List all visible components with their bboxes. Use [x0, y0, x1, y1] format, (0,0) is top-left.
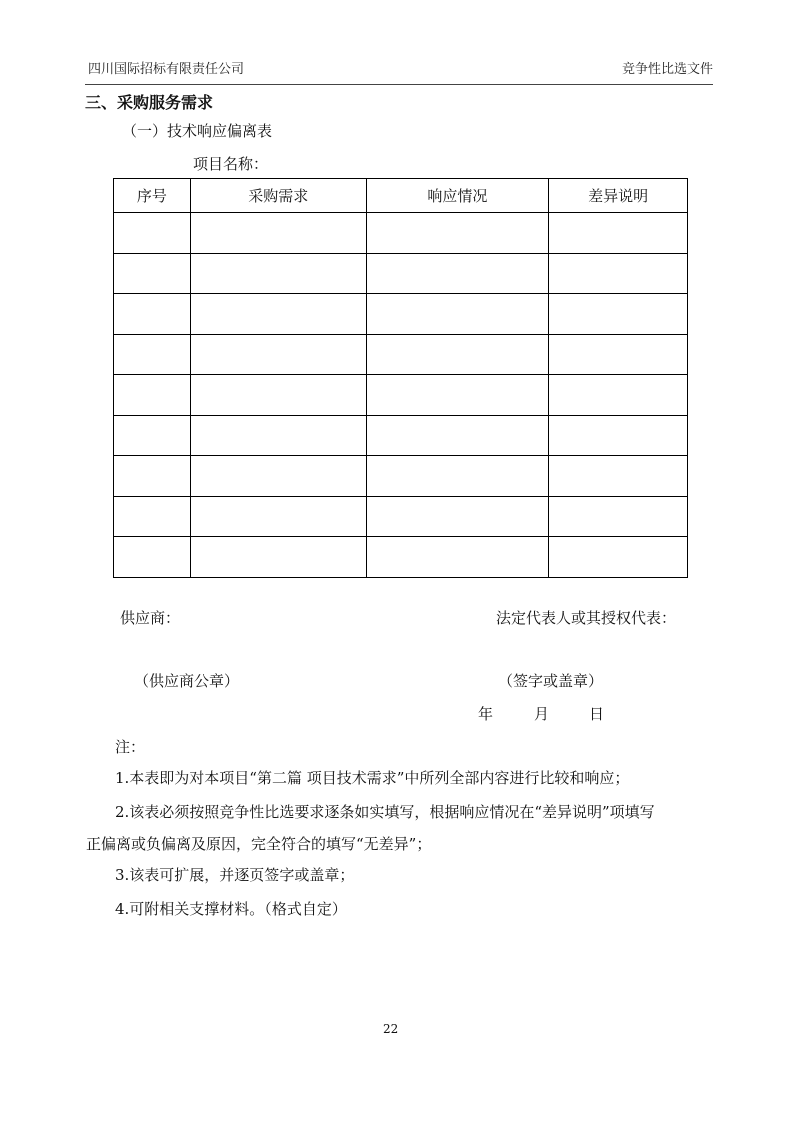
table-cell: [366, 294, 549, 335]
table-cell: [114, 375, 191, 416]
date-year: 年: [478, 705, 494, 723]
table-cell: [114, 537, 191, 578]
table-cell: [114, 334, 191, 375]
table-row: [114, 253, 688, 294]
section-title: 三、采购服务需求: [85, 93, 214, 112]
project-name-label: 项目名称：: [193, 155, 269, 173]
table-cell: [549, 375, 688, 416]
header-company: 四川国际招标有限责任公司: [88, 62, 245, 77]
table-cell: [190, 537, 366, 578]
table-cell: [549, 294, 688, 335]
table-cell: [190, 253, 366, 294]
table-cell: [190, 294, 366, 335]
table-cell: [549, 456, 688, 497]
note-item-continued: 正偏离或负偏离及原因，完全符合的填写“无差异”；: [86, 835, 432, 853]
col-header-response: 响应情况: [366, 179, 549, 213]
header-doc-type: 竞争性比选文件: [621, 62, 713, 77]
date-month: 月: [534, 705, 550, 723]
col-header-requirement: 采购需求: [190, 179, 366, 213]
table-cell: [114, 456, 191, 497]
table-row: [114, 496, 688, 537]
table-cell: [366, 537, 549, 578]
table-cell: [366, 334, 549, 375]
table-row: [114, 375, 688, 416]
table-cell: [549, 496, 688, 537]
table-row: [114, 537, 688, 578]
table-cell: [114, 496, 191, 537]
table-cell: [190, 415, 366, 456]
sign-or-seal: （签字或盖章）: [498, 672, 604, 690]
table-cell: [366, 375, 549, 416]
table-cell: [549, 253, 688, 294]
supplier-label: 供应商：: [120, 609, 181, 627]
note-item: 1.本表即为对本项目“第二篇 项目技术需求”中所列全部内容进行比较和响应；: [115, 769, 630, 787]
col-header-index: 序号: [114, 179, 191, 213]
table-cell: [190, 496, 366, 537]
note-item: 3.该表可扩展，并逐页签字或盖章；: [115, 866, 355, 884]
table-cell: [549, 334, 688, 375]
table-cell: [190, 213, 366, 254]
table-cell: [190, 375, 366, 416]
table-cell: [190, 334, 366, 375]
table-cell: [549, 537, 688, 578]
table-row: [114, 456, 688, 497]
date-day: 日: [589, 705, 605, 723]
col-header-difference: 差异说明: [549, 179, 688, 213]
page-number: 22: [383, 1022, 399, 1036]
table-cell: [366, 415, 549, 456]
header-divider: [85, 84, 713, 85]
notes-title: 注：: [115, 738, 146, 756]
table-cell: [549, 415, 688, 456]
subsection-title: （一）技术响应偏离表: [122, 122, 273, 140]
table-cell: [114, 253, 191, 294]
representative-label: 法定代表人或其授权代表：: [496, 609, 677, 627]
table-cell: [549, 213, 688, 254]
table-row: [114, 294, 688, 335]
table-cell: [366, 213, 549, 254]
table-cell: [114, 415, 191, 456]
table-row: [114, 334, 688, 375]
table-cell: [114, 213, 191, 254]
table-cell: [366, 496, 549, 537]
note-item: 2.该表必须按照竞争性比选要求逐条如实填写，根据响应情况在“差异说明”项填写: [115, 803, 655, 821]
table-header-row: [114, 179, 688, 213]
table-row: [114, 415, 688, 456]
table-cell: [190, 456, 366, 497]
note-item: 4.可附相关支撑材料。（格式自定）: [115, 900, 347, 918]
table-row: [114, 213, 688, 254]
table-cell: [366, 456, 549, 497]
deviation-table: [113, 178, 688, 578]
supplier-seal: （供应商公章）: [134, 672, 240, 690]
table-cell: [366, 253, 549, 294]
table-cell: [114, 294, 191, 335]
